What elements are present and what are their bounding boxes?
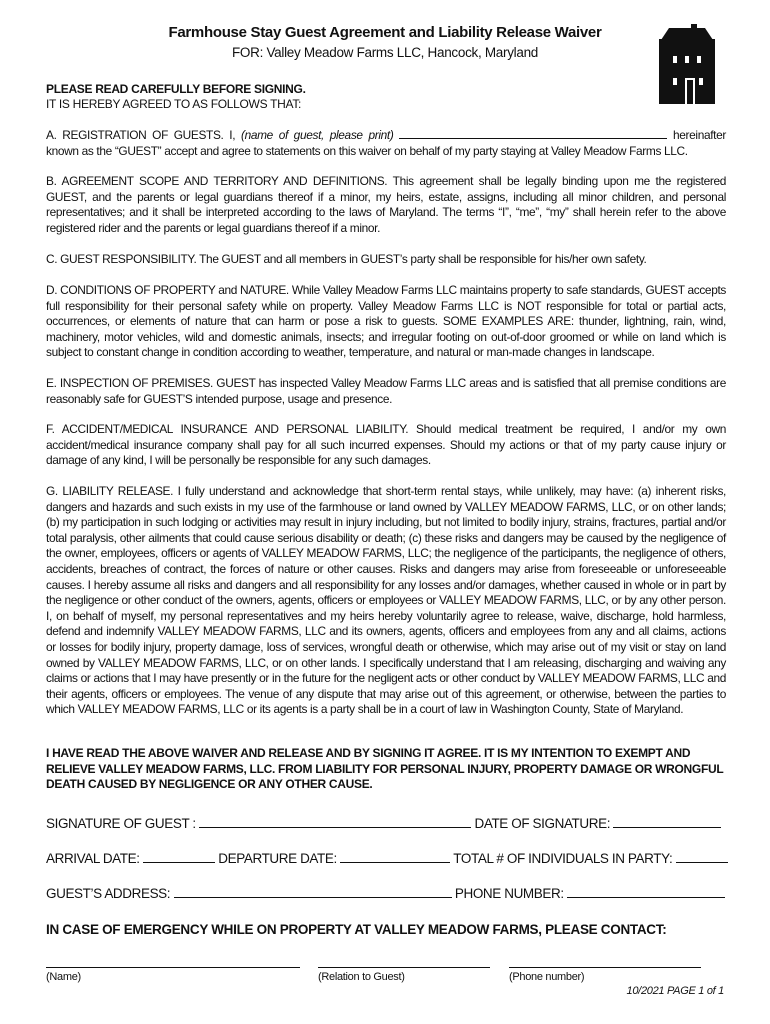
emergency-contact-heading: IN CASE OF EMERGENCY WHILE ON PROPERTY AT VALLEY MEADOW FARMS, PLEASE CONTACT: (46, 922, 667, 937)
section-c: C. GUEST RESPONSIBILITY. The GUEST and all members in GUEST’s party shall be responsible for his/her own safety. (46, 252, 647, 266)
arrival-date-field[interactable] (143, 850, 215, 863)
departure-date-field[interactable] (340, 850, 450, 863)
departure-date-label: DEPARTURE DATE: (218, 851, 337, 866)
date-of-signature-field[interactable] (613, 815, 721, 828)
emergency-relation-field[interactable] (318, 967, 490, 968)
stay-dates-row (46, 850, 726, 866)
individuals-label: TOTAL # OF INDIVIDUALS IN PARTY: (453, 851, 673, 866)
guest-name-hint: (name of guest, please print) (240, 128, 394, 142)
section-g: G. LIABILITY RELEASE. I fully understand and acknowledge that short-term rental stays, while unlikely, may have: (a) inherent risks, dangers and hazards and such exists in my use of the farmhouse or land owned by VALLEY MEADOW FARMS, LLC, or on other lands; (b) my participation in such lodging or activities may result in injury including, but not limited to bodily injury, strains, fractures, partial and/or total paralysis, other ailments that could cause serious disability or death; (c) these risks and dangers may be caused by the negligence of the owner, employees, officers or agents of VALLEY MEADOW FARMS, LLC; the negligence of the participants, the negligence of others, accidents, breaches of contract, the forces of nature or other causes. Risks and dangers may arise from foreseeable or unforeseeable causes. I hereby assume all risks and dangers and all responsibility for any losses and/or damages, whether caused in whole or in part by the negligence or other conduct of the owners, agents, officers or employees or VALLEY MEADOW FARMS, LLC, or by any other person. I, on behalf of myself, my personal representatives and my heirs hereby voluntarily agree to release, waive, discharge, hold harmless, defend and indemnify VALLEY MEADOW FARMS, LLC and its owners, agents, officers and employees from any and all claims, actions or losses for bodily injury, property damage, loss of services, wrongful death or otherwise, which may arise out of my visit or stay on land owned by VALLEY MEADOW FARMS, LLC, or on other lands. I specifically understand that I am releasing, discharging and waiving any claims or actions that I may have presently or in the future for the negligent acts or other conduct by VALLEY MEADOW FARMS, LLC and their agents, officers or employees. The venue of any dispute that may arise out of this agreement, or otherwise, between the parties to which VALLEY MEADOW FARMS, LLC or its agents is a party shall be in a court of law in Washington County, State of Maryland. (46, 484, 726, 717)
section-e: E. INSPECTION OF PREMISES. GUEST has inspected Valley Meadow Farms LLC areas and is satisfied that all premise conditions are reasonably safe for GUEST’S intended purpose, usage and presence. (46, 376, 726, 406)
signature-field[interactable] (199, 815, 471, 828)
section-a-text-pre: A. REGISTRATION OF GUESTS. I, (46, 128, 241, 142)
guest-address-field[interactable] (174, 885, 452, 898)
acknowledgement-notice: I HAVE READ THE ABOVE WAIVER AND RELEASE AND BY SIGNING IT AGREE. IT IS MY INTENTION TO EXEMPT AND RELIEVE VALLEY MEADOW FARMS, LLC. FROM LIABILITY FOR PERSONAL INJURY, PROPERTY DAMAGE OR WRONGFUL DEATH CAUSED BY NEGLIGENCE OR ANY OTHER CAUSE. (46, 746, 724, 792)
section-b: B. AGREEMENT SCOPE AND TERRITORY AND DEFINITIONS. This agreement shall be legally binding upon me the registered GUEST, and the parents or legal guardians thereof if a minor, my heirs, estate, assigns, including all minor children, and personal representatives; and it shall be interpreted according to the laws of Maryland. The terms “I”, “me”, “my” shall herein refer to the above registered rider and the parents or legal guardians thereof if a minor. (46, 174, 726, 235)
section-d: D. CONDITIONS OF PROPERTY and NATURE. While Valley Meadow Farms LLC maintains property to safe standards, GUEST accepts full responsibility for their personal safety while on property. Valley Meadow Farms LLC is NOT responsible for total or partial acts, occurrences, or elements of nature that can harm or pose a risk to guests. SOME EXAMPLES ARE: thunder, lightning, rain, wind, machinery, motor vehicles, wild and domestic animals, insects; and irregular footing on out-of-door groomed or while on land which is subject to constant change in condition according to weather, temperature, and natural or man-made changes in landscape. (46, 283, 726, 360)
section-f: F. ACCIDENT/MEDICAL INSURANCE AND PERSONAL LIABILITY. Should medical treatment be required, I and/or my own accident/medical insurance company shall pay for all such incurred expenses. Should my actions or that of my party cause injury or damage of any kind, I will be personally be responsible for any such damages. (46, 422, 726, 468)
section-a (46, 127, 726, 159)
section-a-text-post: hereinafter known as the “GUEST” accept and agree to statements on this waiver on behalf of my party staying at Valley Meadow Farms LLC. (46, 128, 727, 158)
guest-address-label: GUEST’S ADDRESS: (46, 886, 171, 901)
emergency-name-field[interactable] (46, 967, 300, 968)
lead-instructions (46, 82, 306, 112)
signature-label: SIGNATURE OF GUEST : (46, 816, 196, 831)
phone-number-field[interactable] (567, 885, 725, 898)
emergency-phone-label: (Phone number) (509, 971, 585, 983)
date-of-signature-label: DATE OF SIGNATURE: (474, 816, 611, 831)
document-subtitle: FOR: Valley Meadow Farms LLC, Hancock, Maryland (231, 45, 538, 60)
emergency-relation-label: (Relation to Guest) (318, 971, 405, 983)
document-title: Farmhouse Stay Guest Agreement and Liability Release Waiver (168, 24, 602, 41)
emergency-name-label: (Name) (46, 971, 81, 983)
address-row (46, 885, 726, 901)
individuals-field[interactable] (676, 850, 728, 863)
page-footer: 10/2021 PAGE 1 of 1 (626, 985, 724, 997)
emergency-phone-field[interactable] (509, 967, 701, 968)
guest-name-field[interactable] (399, 127, 667, 139)
agreed-as-follows: IT IS HEREBY AGREED TO AS FOLLOWS THAT: (46, 97, 302, 111)
arrival-date-label: ARRIVAL DATE: (46, 851, 140, 866)
read-carefully-heading: PLEASE READ CAREFULLY BEFORE SIGNING. (46, 82, 306, 96)
signature-row (46, 815, 726, 831)
phone-number-label: PHONE NUMBER: (454, 886, 564, 901)
